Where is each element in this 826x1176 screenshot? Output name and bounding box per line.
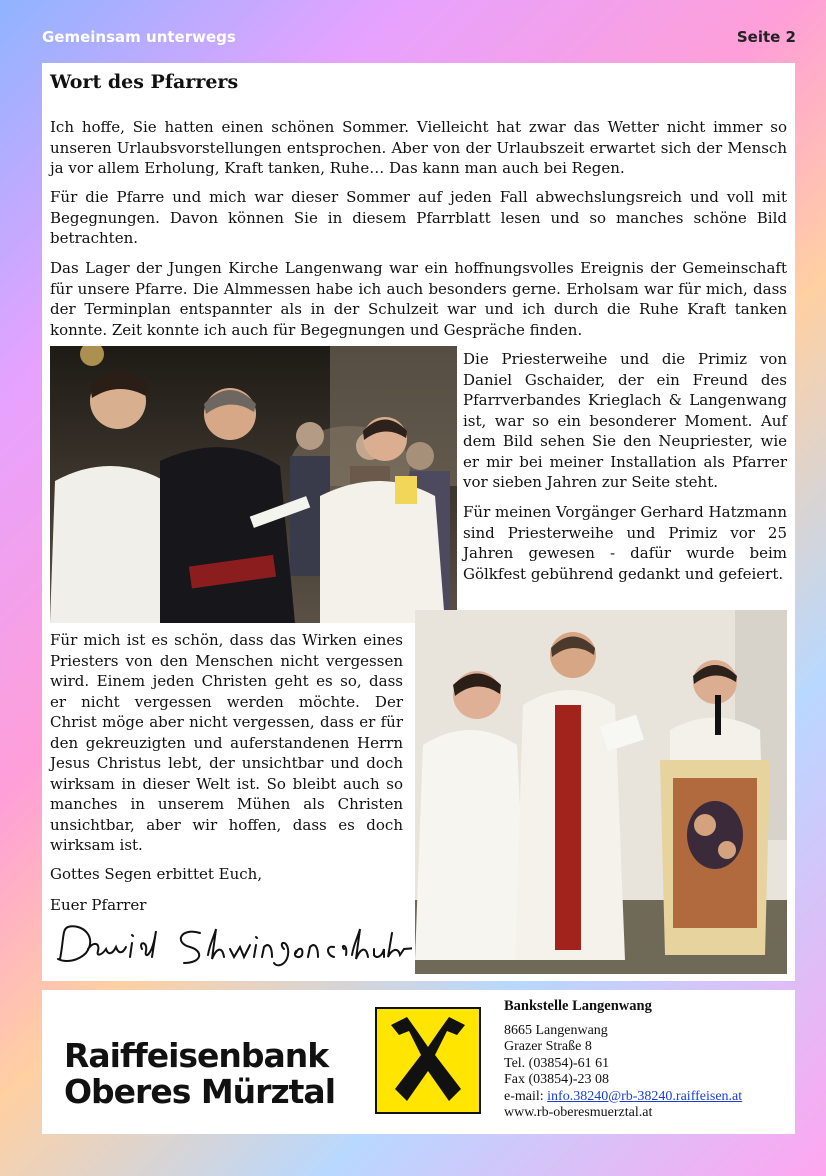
paragraph-predecessor: Für meinen Vorgänger Gerhard Hatzmann sind Priesterweihe und Primiz vor 25 Jahren gewesen - dafür wurde beim Gölkfest gebührend gedankt und gefeiert.	[463, 503, 787, 583]
page-number: Seite 2	[736, 28, 796, 46]
branch-contact	[504, 998, 794, 1122]
article-title: Wort des Pfarrers	[50, 71, 239, 93]
bank-name-line1: Raiffeisenbank	[64, 1036, 329, 1075]
email-label: e-mail:	[504, 1088, 548, 1104]
blessing-line: Gottes Segen erbittet Euch,	[50, 865, 263, 883]
signature	[52, 919, 412, 971]
article-panel	[42, 63, 795, 981]
bank-name	[64, 1038, 335, 1110]
branch-email-line	[504, 1089, 794, 1106]
ordination-photo	[50, 346, 457, 623]
branch-name: Bankstelle Langenwang	[504, 998, 652, 1014]
bank-name-line2: Oberes Mürztal	[64, 1072, 336, 1111]
branch-fax: Fax (03854)-23 08	[504, 1072, 609, 1087]
raiffeisen-logo-icon	[375, 1007, 481, 1114]
page-header	[0, 0, 826, 60]
paragraph-remembrance: Für mich ist es schön, dass das Wirken eines Priesters von den Menschen nicht vergessen wird. Einem jeden Christen geht es so, dass er nicht vergessen werden möchte. Der Christ möge aber nicht vergessen, dass er für den gekreuzigten und auferstandenen Herrn Jesus Christus lebt, der unsichtbar und doch wirksam in dieser Welt ist. So bleibt auch so manches in unserem Mühen als Christen unsichtbar, aber wir hoffen, dass es doch wirksam ist.	[50, 631, 403, 854]
branch-website[interactable]: www.rb-oberesmuerztal.at	[504, 1105, 653, 1120]
bank-advert	[42, 990, 795, 1134]
email-link[interactable]: info.38240@rb-38240.raiffeisen.at	[547, 1088, 743, 1104]
branch-phone: Tel. (03854)-61 61	[504, 1055, 610, 1071]
signoff-line: Euer Pfarrer	[50, 896, 147, 914]
paragraph-encounters: Für die Pfarre und mich war dieser Sommer auf jeden Fall abwechslungsreich und voll mit Begegnungen. Davon können Sie in diesem Pfarrblatt lesen und so manches schöne Bild betrachten.	[50, 188, 787, 247]
paragraph-camp: Das Lager der Jungen Kirche Langenwang war ein hoffnungsvolles Ereignis der Gemeinschaft für unsere Pfarre. Die Almmessen habe ich auch besonders gerne. Erholsam war für mich, dass der Terminplan entspannter als in der Schulzeit war und ich durch die Ruhe Kraft tanken konnte. Zeit konnte ich auch für Begegnungen und Gespräche finden.	[50, 259, 787, 339]
paragraph-ordination: Die Priesterweihe und die Primiz von Daniel Gschaider, der ein Freund des Pfarrverbandes Krieglach & Langenwang ist, war so ein besonderer Moment. Auf dem Bild sehen Sie den Neupriester, wie er mir bei meiner Installation als Pfarrer vor sieben Jahren zur Seite steht.	[463, 350, 787, 491]
paragraph-summer: Ich hoffe, Sie hatten einen schönen Sommer. Vielleicht hat zwar das Wetter nicht immer so unseren Urlaubsvorstellungen entsprochen. Aber von der Urlaubszeit erwartet sich der Mensch ja vor allem Erholung, Kraft tanken, Ruhe… Das kann man auch bei Regen.	[50, 118, 787, 177]
branch-postcode: 8665 Langenwang	[504, 1022, 608, 1038]
newsletter-title: Gemeinsam unterwegs	[42, 28, 236, 46]
golkfest-photo	[415, 610, 787, 974]
branch-street: Grazer Straße 8	[504, 1039, 592, 1054]
